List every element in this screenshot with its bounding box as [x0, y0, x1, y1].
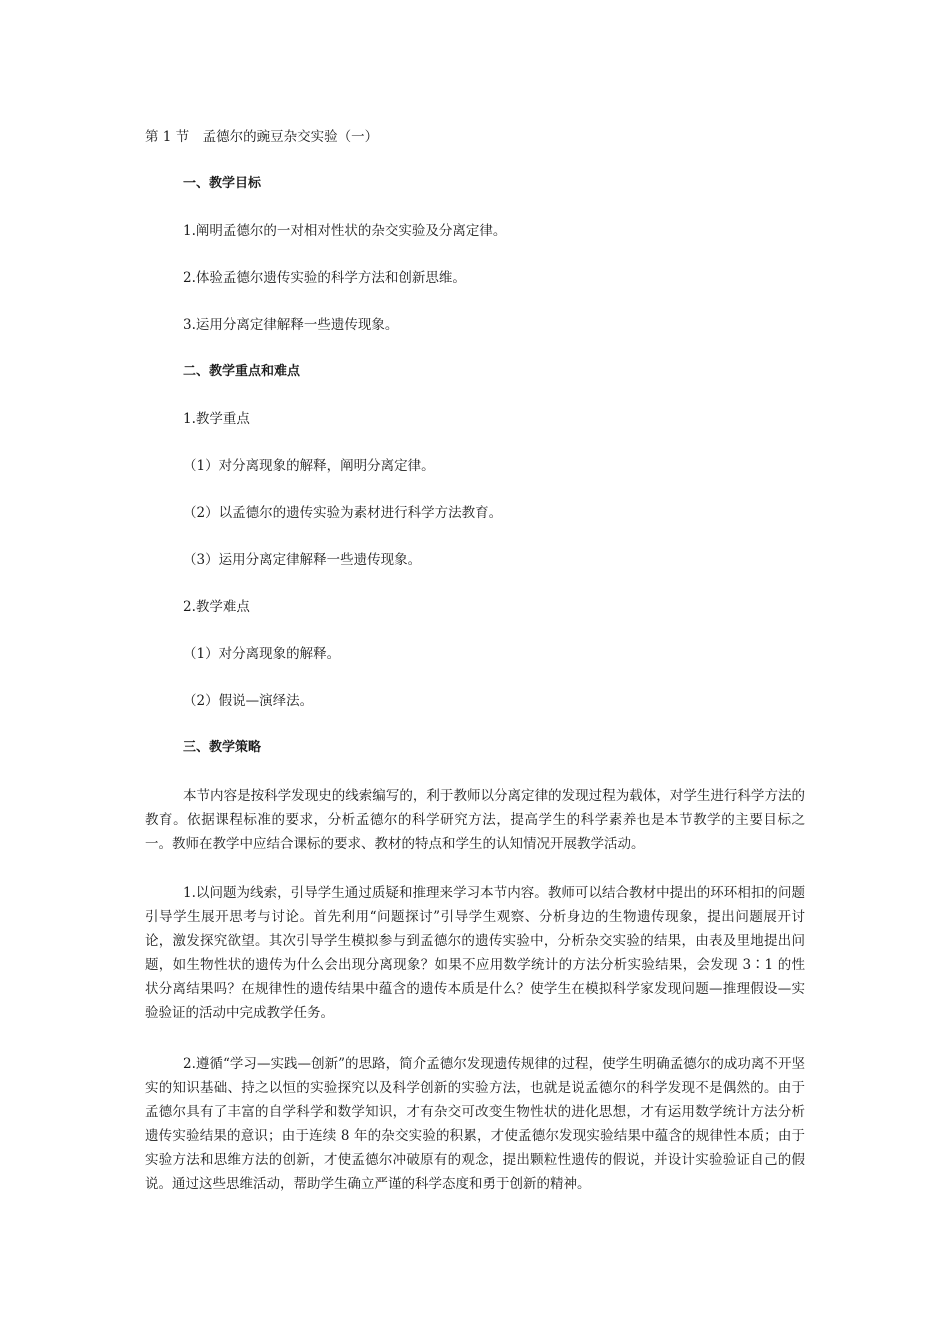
difficulty-item: （1）对分离现象的解释。 — [183, 646, 341, 662]
heading-key-and-difficult-points: 二、教学重点和难点 — [183, 364, 301, 379]
heading-teaching-goals: 一、教学目标 — [183, 176, 262, 191]
heading-teaching-strategy: 三、教学策略 — [183, 740, 262, 755]
strategy-paragraph: 2.遵循“学习—实践—创新”的思路，简介孟德尔发现遗传规律的过程，使学生明确孟德尔的成功离不开坚实的知识基础、持之以恒的实验探究以及科学创新的实验方法，也就是说孟德尔的科学发现不是偶然的。由于孟德尔具有了丰富的自学科学和数学知识，才有杂交可改变生物性状的进化思想，才有运用数学统计方法分析遗传实验结果的意识；由于连续 8 年的杂交实验的积累，才使孟德尔发现实验结果中蕴含的规律性本质；由于实验方法和思维方法的创新，才使孟德尔冲破原有的观念，提出颗粒性遗传的假说，并设计实验验证自己的假说。通过这些思维活动，帮助学生确立严谨的科学态度和勇于创新的精神。 — [145, 1056, 805, 1192]
focus-label: 1.教学重点 — [183, 411, 250, 427]
goal-item: 3.运用分离定律解释一些遗传现象。 — [183, 317, 399, 333]
strategy-paragraph: 1.以问题为线索，引导学生通过质疑和推理来学习本节内容。教师可以结合教材中提出的环环相扣的问题引导学生展开思考与讨论。首先利用“问题探讨”引导学生观察、分析身边的生物遗传现象，提出问题展开讨论，激发探究欲望。其次引导学生模拟参与到孟德尔的遗传实验中，分析杂交实验的结果，由表及里地提出问题，如生物性状的遗传为什么会出现分离现象？如果不应用数学统计的方法分析实验结果，会发现 3∶1 的性状分离结果吗？在规律性的遗传结果中蕴含的遗传本质是什么？使学生在模拟科学家发现问题—推理假设—实验验证的活动中完成教学任务。 — [145, 885, 805, 1021]
section-title: 第 1 节 孟德尔的豌豆杂交实验（一） — [145, 129, 379, 145]
strategy-paragraph: 本节内容是按科学发现史的线索编写的，利于教师以分离定律的发现过程为载体，对学生进行科学方法的教育。依据课程标准的要求，分析孟德尔的科学研究方法，提高学生的科学素养也是本节教学的主要目标之一。教师在教学中应结合课标的要求、教材的特点和学生的认知情况开展教学活动。 — [145, 788, 805, 852]
focus-item: （2）以孟德尔的遗传实验为素材进行科学方法教育。 — [183, 505, 503, 521]
goal-item: 1.阐明孟德尔的一对相对性状的杂交实验及分离定律。 — [183, 223, 507, 239]
difficulty-item: （2）假说—演绎法。 — [183, 693, 314, 709]
difficulty-label: 2.教学难点 — [183, 599, 250, 615]
focus-item: （1）对分离现象的解释，阐明分离定律。 — [183, 458, 435, 474]
goal-item: 2.体验孟德尔遗传实验的科学方法和创新思维。 — [183, 270, 466, 286]
focus-item: （3）运用分离定律解释一些遗传现象。 — [183, 552, 422, 568]
